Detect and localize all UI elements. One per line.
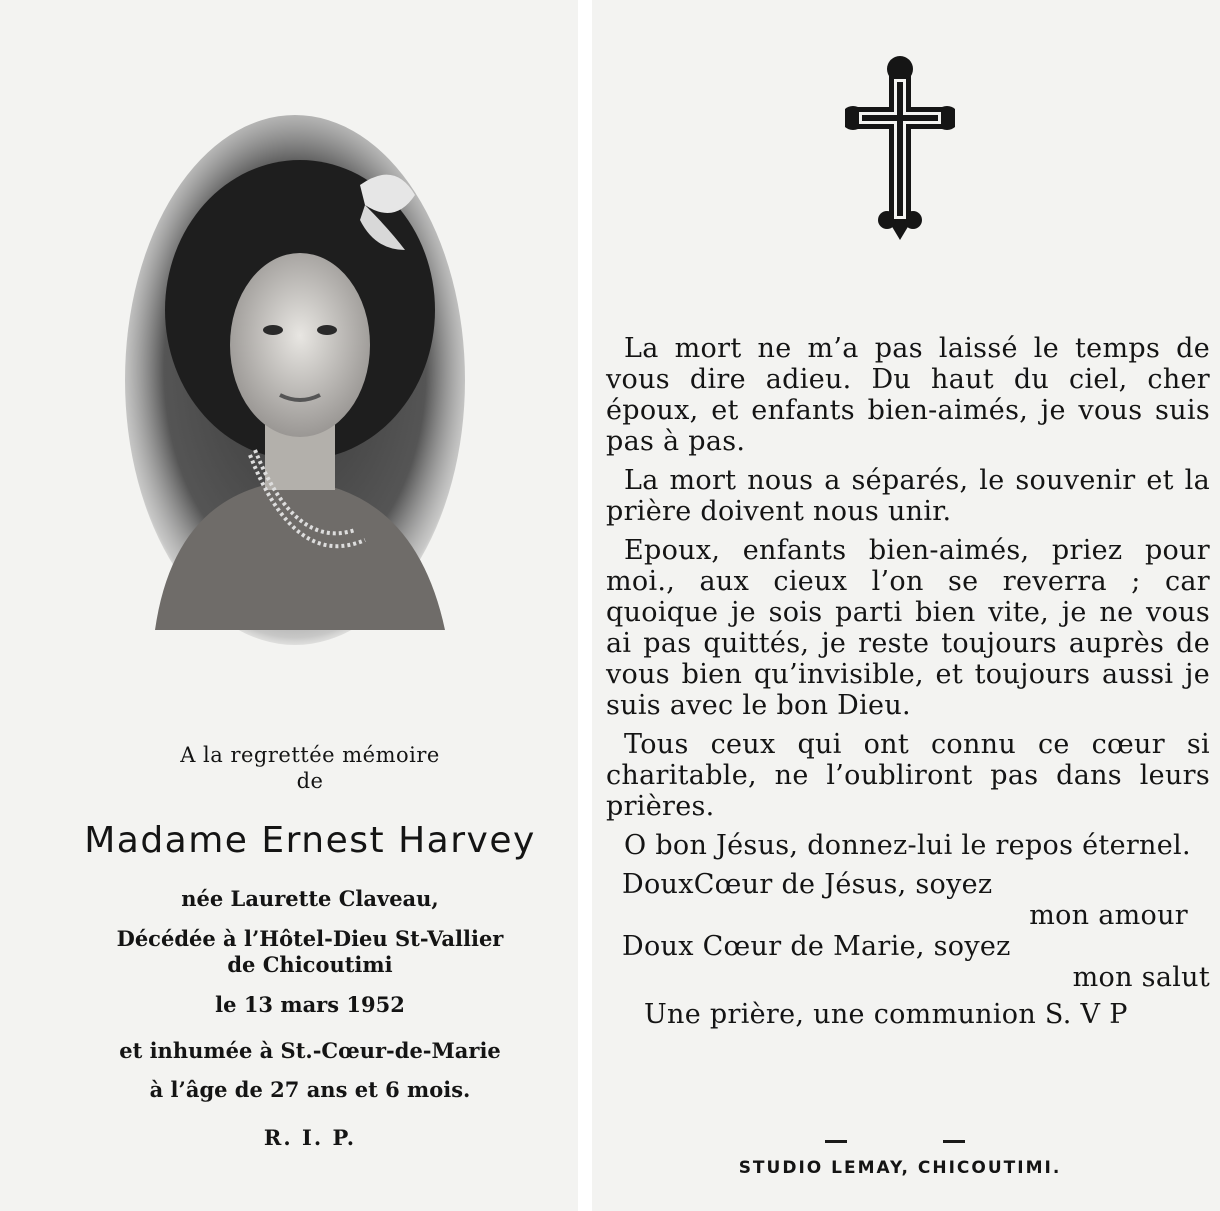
cross-icon	[845, 55, 955, 240]
prayer-paragraph-3: Epoux, enfants bien-aimés, priez pour moi., aux cieux l’on se reverra ; car quoique je sois parti bien vite, je ne vous ai pas quittés, je reste toujours auprès de vous bien qu’invisible, et toujours aussi je suis avec le bon Dieu.	[606, 535, 1210, 721]
de-line: de	[296, 769, 324, 793]
dash-left	[825, 1140, 847, 1143]
prayer-paragraph-5: O bon Jésus, donnez-lui le repos éternel.	[624, 830, 1191, 861]
deceased-name: Madame Ernest Harvey	[84, 820, 536, 861]
invocation-marie: Doux Cœur de Marie, soyez	[622, 931, 1011, 962]
invocation-amour: mon amour	[1029, 900, 1188, 931]
prayer-paragraph-1: La mort ne m’a pas laissé le temps de vous dire adieu. Du haut du ciel, cher époux, et enfants bien-aimés, je vous suis pas à pas.	[606, 333, 1210, 457]
death-city: de Chicoutimi	[227, 952, 393, 977]
invocation-salut: mon salut	[1072, 962, 1210, 993]
prayer-request: Une prière, une communion S. V P	[644, 999, 1128, 1030]
rip-text: R. I. P.	[263, 1125, 357, 1150]
burial-place: et inhumée à St.-Cœur-de-Marie	[119, 1038, 501, 1063]
prayer-text	[606, 333, 1210, 1030]
studio-credit: STUDIO LEMAY, CHICOUTIMI.	[738, 1158, 1062, 1178]
maiden-name: née Laurette Claveau,	[181, 886, 439, 911]
age-at-death: à l’âge de 27 ans et 6 mois.	[149, 1077, 471, 1102]
prayer-paragraph-2: La mort nous a séparés, le souvenir et la prière doivent nous unir.	[606, 465, 1210, 527]
dash-right	[943, 1140, 965, 1143]
invocation-jesus: DouxCœur de Jésus, soyez	[622, 869, 993, 900]
memoire-line: A la regrettée mémoire	[180, 743, 440, 767]
prayer-paragraph-4: Tous ceux qui ont connu ce cœur si charitable, ne l’oubliront pas dans leurs prières.	[606, 729, 1210, 822]
separator-dashes	[825, 1140, 965, 1143]
portrait-photo	[115, 110, 475, 670]
death-date: le 13 mars 1952	[215, 992, 405, 1017]
death-place: Décédée à l’Hôtel-Dieu St-Vallier	[116, 926, 504, 951]
